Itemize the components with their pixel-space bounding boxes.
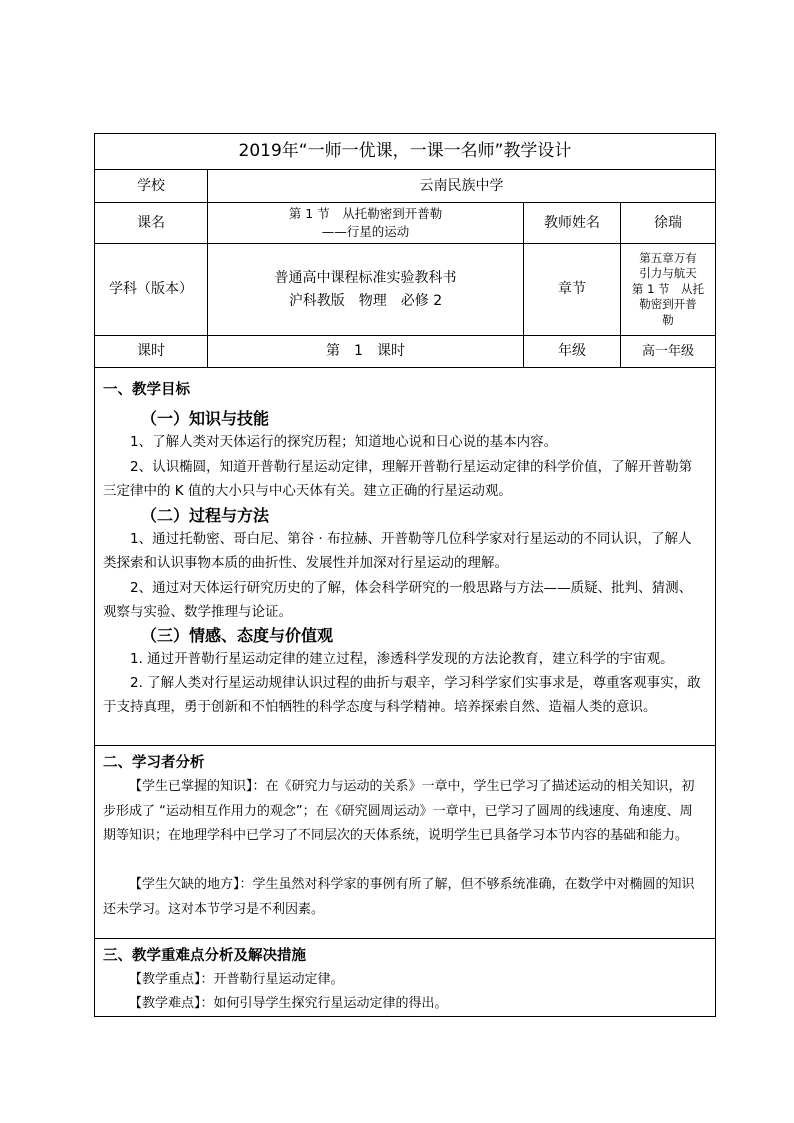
row-divider: [94, 367, 716, 368]
paragraph: 【教学重点】：开普勒行星运动定律。: [129, 972, 344, 987]
chapter-value-line: 勒密到开普: [639, 297, 697, 312]
paragraph: 【教学难点】：如何引导学生探究行星运动定律的得出。: [129, 996, 448, 1011]
period-label: 课时: [137, 343, 165, 360]
course-value-line2: ——行星的运动: [321, 224, 410, 239]
paragraph: 1、通过托勒密、哥白尼、第谷 · 布拉赫、开普勒等几位科学家对行星运动的不同认识，了解人类探索和认识事物本质的曲折性、发展性并加深对行星运动的理解。: [103, 531, 692, 571]
grade-label: 年级: [558, 343, 586, 360]
chapter-value: [621, 244, 715, 335]
subheading-attitude: （三）情感、态度与价值观: [141, 626, 334, 645]
course-label: 课名: [137, 214, 165, 231]
subheading-process: （二）过程与方法: [141, 506, 270, 525]
page-title: 2019年“一师一优课，一课一名师”教学设计: [238, 141, 572, 162]
subject-label: 学科（版本）: [109, 281, 193, 298]
table-border-bottom: [94, 1016, 716, 1017]
table-border-right: [715, 133, 716, 1017]
school-label: 学校: [137, 177, 165, 194]
course-value-line1: 第 1 节 从托勒密到开普勒: [288, 205, 443, 221]
chapter-value-line: 第五章万有: [639, 250, 697, 265]
paragraph: 【学生欠缺的地方】：学生虽然对科学家的事例有所了解，但不够系统准确，在数学中对椭圆的知识还未学习。这对本节学习是不利因素。: [103, 877, 695, 917]
paragraph: 2、通过对天体运行研究历史的了解，体会科学研究的一般思路与方法——质疑、批判、猜测、观察与实验、数学推理与论证。: [103, 580, 693, 620]
section-heading-learners: 二、学习者分析: [103, 755, 205, 771]
row-divider: [94, 745, 716, 746]
grade-value: 高一年级: [641, 343, 694, 359]
teacher-value: 徐瑞: [654, 214, 682, 231]
chapter-value-line: 勒: [662, 312, 674, 327]
paragraph: 2. 了解人类对行星运动规律认识过程的曲折与艰辛，学习科学家们实事求是，尊重客观事实，敢于支持真理，勇于创新和不怕牺牲的科学态度与科学精神。培养探索自然、造福人类的意识。: [103, 675, 701, 715]
chapter-value-line: 第 1 节 从托: [631, 281, 705, 296]
paragraph: 【学生已掌握的知识】：在《研究力与运动的关系》一章中，学生已学习了描述运动的相关知识，初步形成了 “运动相互作用力的观念”；在《研究圆周运动》一章中，已学习了圆周的线速度、角速度、周期等知识；在地理学科中已学习了不同层次的天体系统，说明学生已具备学习本节内容的基础和能力。: [103, 779, 695, 843]
subject-value-line2: 沪科教版 物理 必修 2: [288, 292, 443, 309]
teacher-label: 教师姓名: [544, 214, 600, 231]
subheading-knowledge: （一）知识与技能: [141, 409, 270, 428]
paragraph: 1. 通过开普勒行星运动定律的建立过程，渗透科学发现的方法论教育，建立科学的宇宙观。: [130, 651, 674, 667]
section-heading-objectives: 一、教学目标: [103, 382, 190, 398]
paragraph: 1、了解人类对天体运行的探究历程；知道地心说和日心说的基本内容。: [130, 434, 558, 450]
section-heading-key-points: 三、教学重难点分析及解决措施: [103, 948, 306, 964]
chapter-value-line: 引力与航天: [639, 266, 697, 281]
row-divider: [94, 938, 716, 939]
chapter-label: 章节: [558, 281, 586, 298]
school-value: 云南民族中学: [419, 177, 504, 194]
course-value: [208, 203, 523, 243]
subject-value-line1: 普通高中课程标准实验教科书: [274, 270, 457, 287]
period-value: 第 1 课时: [326, 343, 405, 360]
paragraph: 2、认识椭圆，知道开普勒行星运动定律，理解开普勒行星运动定律的科学价值，了解开普勒第三定律中的 K 值的大小只与中心天体有关。建立正确的行星运动观。: [103, 459, 693, 499]
subject-value: [208, 244, 523, 335]
